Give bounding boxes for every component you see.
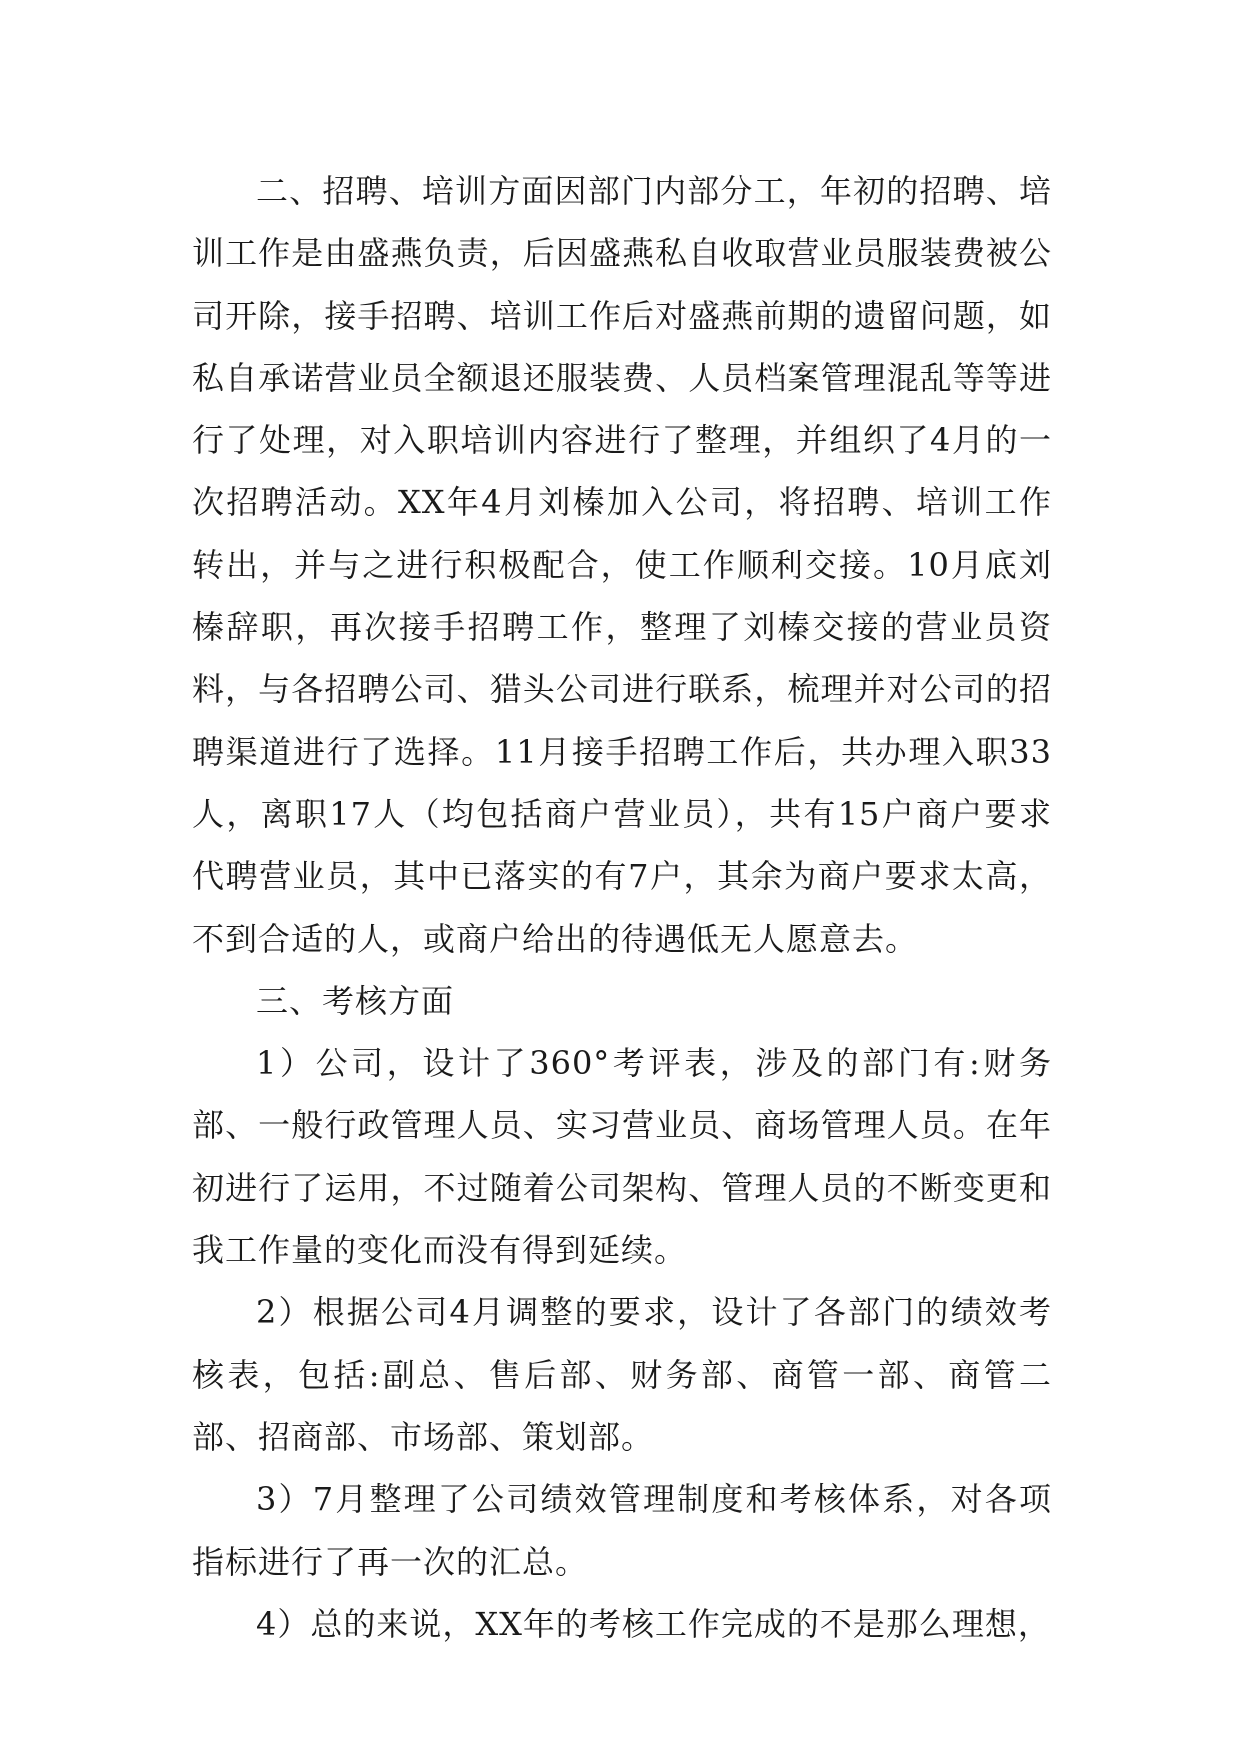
document-body [192,160,1052,1655]
heading-assessment: 三、考核方面 [256,981,455,1020]
paragraph-assessment-1: 1）公司，设计了360°考评表，涉及的部门有:财务部、一般行政管理人员、实习营业员、商场管理人员。在年初进行了运用，不过随着公司架构、管理人员的不断变更和我工作量的变化而没有得到延续。 [192,1044,1052,1270]
paragraph-assessment-3: 3）7月整理了公司绩效管理制度和考核体系，对各项指标进行了再一次的汇总。 [192,1480,1052,1581]
paragraph-recruitment-training: 二、招聘、培训方面因部门内部分工，年初的招聘、培训工作是由盛燕负责，后因盛燕私自收取营业员服装费被公司开除，接手招聘、培训工作后对盛燕前期的遗留问题，如私自承诺营业员全额退还服装费、人员档案管理混乱等等进行了处理，对入职培训内容进行了整理，并组织了4月的一次招聘活动。XX年4月刘榛加入公司，将招聘、培训工作转出，并与之进行积极配合，使工作顺利交接。10月底刘榛辞职，再次接手招聘工作，整理了刘榛交接的营业员资料，与各招聘公司、猎头公司进行联系，梳理并对公司的招聘渠道进行了选择。11月接手招聘工作后，共办理入职33人，离职17人（均包括商户营业员），共有15户商户要求代聘营业员，其中已落实的有7户，其余为商户要求太高，不到合适的人，或商户给出的待遇低无人愿意去。 [192,172,1052,958]
paragraph-assessment-4: 4）总的来说，XX年的考核工作完成的不是那么理想， [256,1604,1051,1643]
paragraph-assessment-2: 2）根据公司4月调整的要求，设计了各部门的绩效考核表，包括:副总、售后部、财务部、商管一部、商管二部、招商部、市场部、策划部。 [192,1293,1052,1456]
